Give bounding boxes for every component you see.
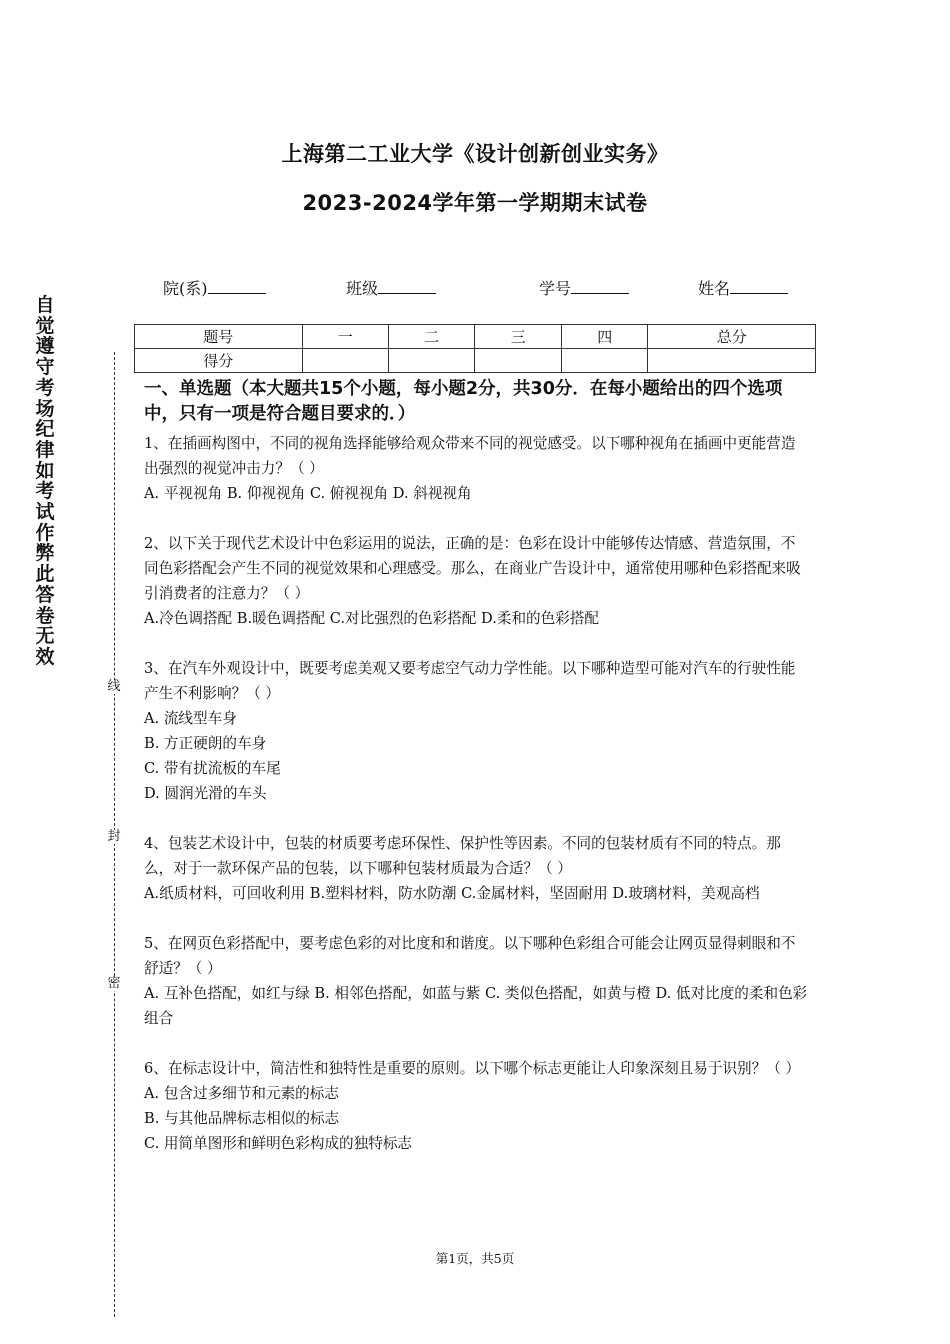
question-option: A.冷色调搭配 B.暖色调搭配 C.对比强烈的色彩搭配 D.柔和的色彩搭配 (144, 610, 600, 627)
question-option: A.纸质材料，可回收利用 B.塑料材料，防水防潮 C.金属材料，坚固耐用 D.玻璃材料，美观高档 (144, 885, 760, 902)
question-3 (144, 656, 808, 806)
student-id-blank (571, 276, 629, 294)
page-footer: 第1页，共5页 (435, 1251, 515, 1266)
exam-title-line2: 2023-2024学年第一学期期末试卷 (302, 191, 648, 215)
question-stem: 6、在标志设计中，简洁性和独特性是重要的原则。以下哪个标志更能让人印象深刻且易于识别？（ ） (144, 1060, 801, 1077)
question-option: A. 包含过多细节和元素的标志 (144, 1085, 339, 1102)
score-table-header-row (135, 325, 816, 349)
score-input-cell (648, 349, 816, 373)
score-table-cell: 四 (561, 325, 647, 349)
name-blank (730, 276, 788, 294)
question-stem: 3、在汽车外观设计中，既要考虑美观又要考虑空气动力学性能。以下哪种造型可能对汽车的行驶性能产生不利影响？（ ） (144, 660, 796, 702)
exam-discipline-warning: 自觉遵守考场纪律如考试作弊此答卷无效 (35, 294, 55, 668)
name-label: 姓名 (698, 279, 731, 298)
question-1 (144, 431, 808, 506)
department-blank (208, 276, 266, 294)
student-id-label: 学号 (539, 279, 572, 298)
score-input-cell (388, 349, 474, 373)
department-label: 院(系) (163, 279, 208, 298)
score-table-cell: 题号 (135, 325, 303, 349)
question-content (144, 377, 808, 1181)
question-4 (144, 831, 808, 906)
exam-title-line1: 上海第二工业大学《设计创新创业实务》 (281, 142, 669, 166)
name-field (698, 276, 788, 299)
question-option: C. 带有扰流板的车尾 (144, 760, 281, 777)
student-id-field (539, 276, 629, 299)
score-input-cell (561, 349, 647, 373)
class-label: 班级 (346, 279, 379, 298)
seal-mark-close: 密 (104, 977, 124, 991)
seal-mark-line: 线 (104, 680, 124, 694)
question-5 (144, 931, 808, 1031)
question-2 (144, 531, 808, 631)
question-stem: 5、在网页色彩搭配中，要考虑色彩的对比度和和谐度。以下哪种色彩组合可能会让网页显得刺眼和不舒适？（ ） (144, 935, 796, 977)
score-table-cell: 总分 (648, 325, 816, 349)
score-table-score-row (135, 349, 816, 373)
question-option: B. 方正硬朗的车身 (144, 735, 267, 752)
question-stem: 2、以下关于现代艺术设计中色彩运用的说法，正确的是：色彩在设计中能够传达情感、营造氛围，不同色彩搭配会产生不同的视觉效果和心理感受。那么，在商业广告设计中，通常使用哪种色彩搭配来吸引消费者的注意力？（ ） (144, 535, 801, 602)
question-option: A. 互补色搭配，如红与绿 B. 相邻色搭配，如蓝与紫 C. 类似色搭配，如黄与橙 D. 低对比度的柔和色彩组合 (144, 985, 808, 1027)
question-6 (144, 1056, 808, 1156)
question-option: D. 圆润光滑的车头 (144, 785, 267, 802)
score-table-cell: 二 (388, 325, 474, 349)
class-blank (378, 276, 436, 294)
score-input-cell (475, 349, 561, 373)
question-option: A. 流线型车身 (144, 710, 237, 727)
section-heading: 一、单选题（本大题共15个小题，每小题2分，共30分．在每小题给出的四个选项中，只有一项是符合题目要求的．） (144, 379, 783, 424)
score-table-cell: 三 (475, 325, 561, 349)
class-field (346, 276, 436, 299)
question-stem: 4、包装艺术设计中，包装的材质要考虑环保性、保护性等因素。不同的包装材质有不同的特点。那么，对于一款环保产品的包装，以下哪种包装材质最为合适？（ ） (144, 835, 781, 877)
question-stem: 1、在插画构图中，不同的视角选择能够给观众带来不同的视觉感受。以下哪种视角在插画中更能营造出强烈的视觉冲击力？（ ） (144, 435, 796, 477)
question-option: C. 用简单图形和鲜明色彩构成的独特标志 (144, 1135, 413, 1152)
score-table-cell: 得分 (135, 349, 303, 373)
question-option: B. 与其他品牌标志相似的标志 (144, 1110, 340, 1127)
question-option: A. 平视视角 B. 仰视视角 C. 俯视视角 D. 斜视视角 (144, 485, 472, 502)
score-input-cell (302, 349, 388, 373)
score-table-cell: 一 (302, 325, 388, 349)
score-table (134, 324, 816, 373)
department-field (163, 276, 266, 299)
seal-mark-seal: 封 (104, 830, 124, 844)
